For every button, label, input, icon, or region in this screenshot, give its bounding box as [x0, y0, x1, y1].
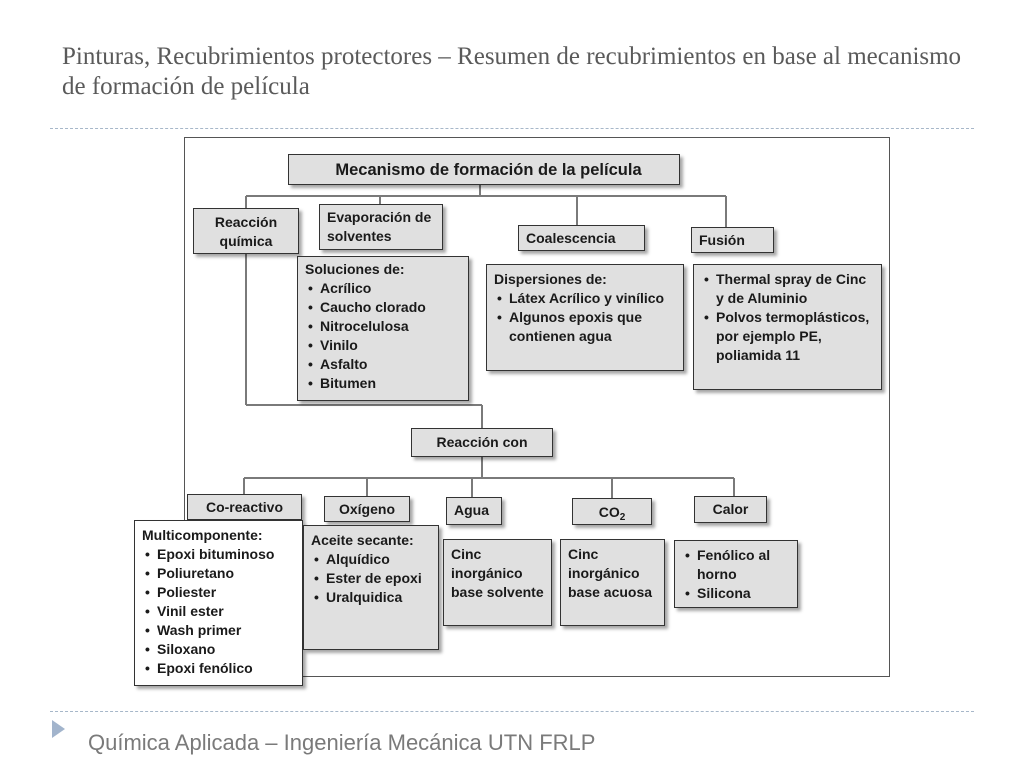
node-oxigeno: Oxígeno	[324, 496, 410, 522]
list-item: • Nitrocelulosa	[305, 317, 461, 336]
list-item: • Asfalto	[305, 355, 461, 374]
list-item: • Siloxano	[142, 640, 295, 659]
bottom-divider	[50, 711, 974, 712]
detail-coalescencia	[486, 264, 684, 371]
list-item: • Wash primer	[142, 621, 295, 640]
list-item: • Vinilo	[305, 336, 461, 355]
detail-coreactivo	[134, 520, 303, 686]
detail-oxigeno-heading: Aceite secante:	[311, 532, 414, 548]
list-item: • Polvos termoplásticos, por ejemplo PE, poliamida 11	[701, 308, 874, 365]
list-item: • Bitumen	[305, 374, 461, 393]
detail-evaporacion-heading: Soluciones de:	[305, 261, 405, 277]
list-item: • Epoxi fenólico	[142, 659, 295, 678]
node-reaccion-con: Reacción con	[411, 428, 553, 457]
detail-oxigeno	[303, 525, 439, 650]
list-item: • Algunos epoxis que contienen agua	[494, 308, 676, 346]
node-coalescencia: Coalescencia	[518, 225, 645, 251]
list-item: • Uralquidica	[311, 588, 431, 607]
detail-co2: Cinc inorgánico base acuosa	[560, 539, 665, 626]
list-item: • Fenólico al horno	[682, 546, 790, 584]
node-coreactivo: Co-reactivo	[187, 494, 302, 520]
node-evaporacion: Evaporación de solventes	[319, 204, 443, 250]
detail-coalescencia-heading: Dispersiones de:	[494, 271, 607, 287]
list-item: • Vinil ester	[142, 602, 295, 621]
node-calor: Calor	[694, 496, 767, 523]
list-item: • Poliester	[142, 583, 295, 602]
node-co2	[572, 498, 652, 525]
list-item: • Ester de epoxi	[311, 569, 431, 588]
list-item: • Poliuretano	[142, 564, 295, 583]
slide-title: Pinturas, Recubrimientos protectores – Resumen de recubrimientos en base al mecanismo de formación de película	[62, 43, 962, 100]
node-fusion: Fusión	[691, 227, 774, 253]
node-reaccion-quimica: Reacción química	[193, 208, 299, 254]
detail-evaporacion	[297, 256, 469, 401]
detail-coreactivo-heading: Multicomponente:	[142, 527, 263, 543]
node-agua: Agua	[446, 497, 502, 525]
list-item: • Caucho clorado	[305, 298, 461, 317]
list-item: • Silicona	[682, 584, 790, 603]
list-item: • Epoxi bituminoso	[142, 545, 295, 564]
list-item: • Thermal spray de Cinc y de Aluminio	[701, 270, 874, 308]
footer-text: Química Aplicada – Ingeniería Mecánica UTN FRLP	[88, 730, 596, 755]
detail-fusion	[693, 264, 882, 390]
co2-label: CO	[598, 504, 620, 520]
detail-agua: Cinc inorgánico base solvente	[443, 539, 552, 626]
root-node: Mecanismo de formación de la película	[288, 154, 680, 185]
list-item: • Alquídico	[311, 550, 431, 569]
detail-calor	[674, 540, 798, 608]
list-item: • Látex Acrílico y vinílico	[494, 289, 676, 308]
play-arrow-icon	[52, 720, 65, 738]
list-item: • Acrílico	[305, 279, 461, 298]
co2-subscript: 2	[619, 512, 626, 523]
